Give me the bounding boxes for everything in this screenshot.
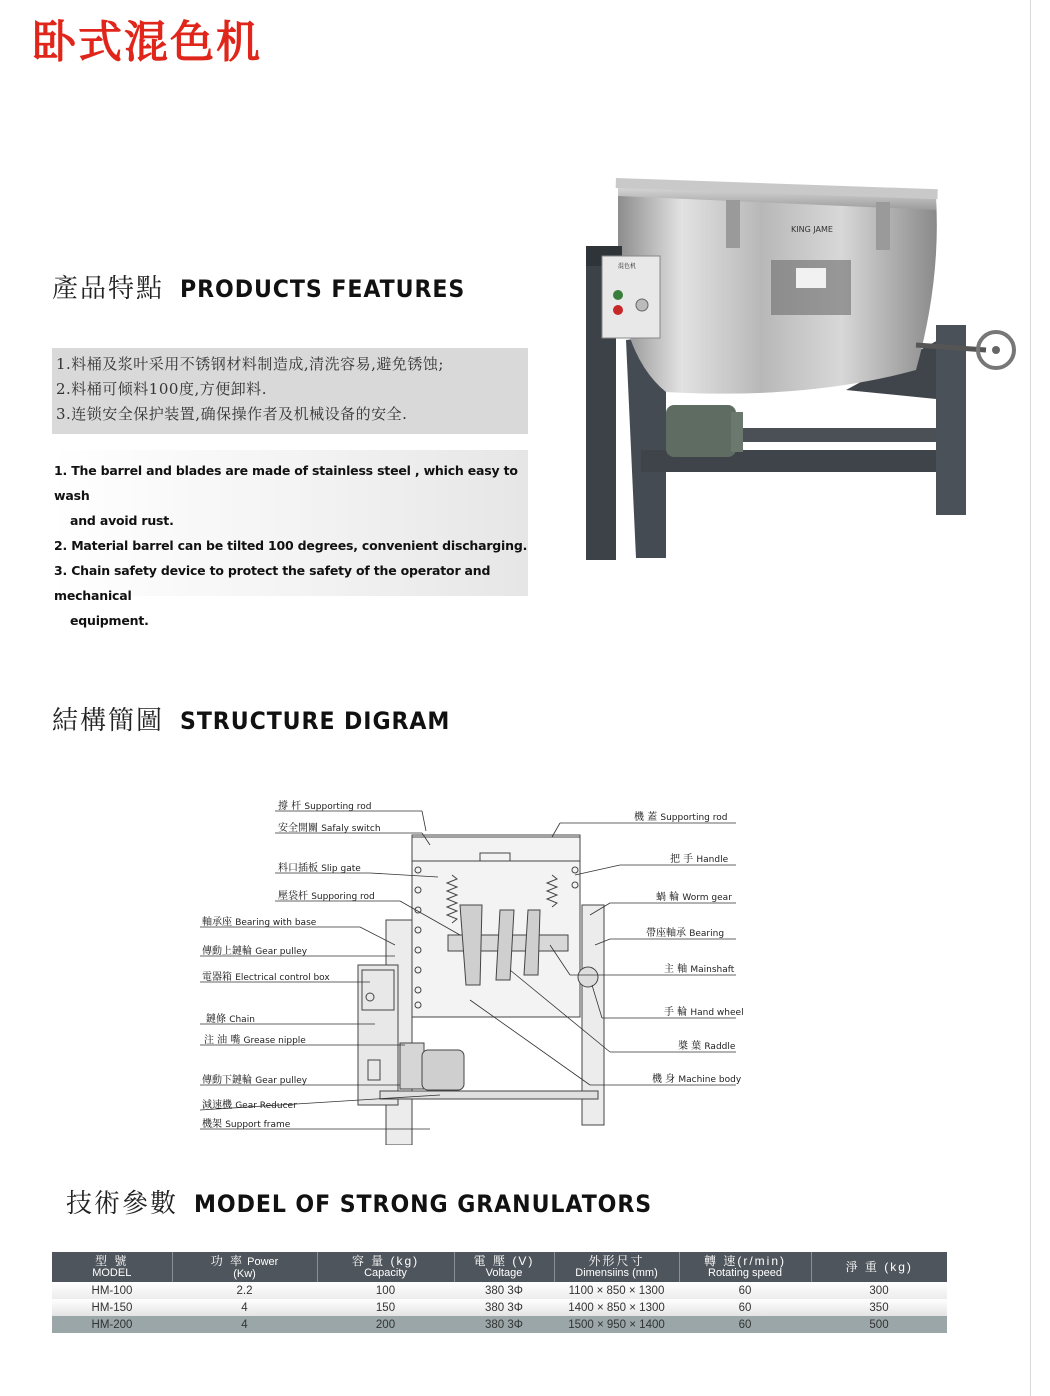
label-en: Hand wheel [690,1008,744,1018]
table-cell: 60 [679,1282,811,1299]
label-zh: 手 輪 [664,1007,688,1018]
label-zh: 料口插板 [278,863,318,874]
feature-zh-line: 1.料桶及浆叶采用不锈钢材料制造成,清洗容易,避免锈蚀; [56,355,444,373]
table-cell: 380 3Φ [454,1282,554,1299]
table-cell: 4 [172,1299,317,1316]
panel-label: 混色机 [618,263,637,270]
table-cell: 380 3Φ [454,1316,554,1333]
table-cell: 300 [811,1282,947,1299]
svg-text:帶座軸承 Bearing [646,926,724,939]
feature-zh-line: 3.连锁安全保护装置,确保操作者及机械设备的安全. [56,405,408,423]
svg-text:傳動上鏈輪 Gear pulley [202,944,308,957]
table-cell: 1500 × 950 × 1400 [554,1316,679,1333]
feature-en-line: 3. Chain safety device to protect the safety of the operator and mechanical [54,563,491,603]
features-zh-box [52,348,528,434]
label-zh: 撐 杆 [278,801,302,812]
label-zh: 注 油 嘴 [204,1035,241,1046]
table-cell: 500 [811,1316,947,1333]
specs-heading-en: MODEL OF STRONG GRANULATORS [194,1190,653,1218]
svg-text:安全開關 Safaly switch [278,821,381,834]
table-cell: 200 [317,1316,454,1333]
label-zh: 傳動下鏈輪 [202,1075,252,1086]
table-header-row [52,1252,947,1282]
feature-en-line: 2. Material barrel can be tilted 100 degrees, convenient discharging. [54,538,528,553]
label-en: Worm gear [682,893,732,903]
column-header: 外形尺寸 Dimensiins (mm) [554,1252,679,1282]
svg-text:傳動下鏈輪 Gear pulley [202,1073,308,1086]
svg-text:料口插板 Slip gate [278,861,361,874]
table-cell: 1400 × 850 × 1300 [554,1299,679,1316]
label-zh: 蝸 輪 [656,892,680,903]
table-cell: 60 [679,1299,811,1316]
label-zh: 安全開關 [278,823,318,834]
svg-text:軸承座 Bearing with base [202,915,317,928]
specs-table [52,1252,947,1333]
svg-text:鏈條 Chain [206,1012,255,1025]
page-edge-line [1030,0,1031,1396]
label-zh: 機架 [202,1119,222,1130]
label-zh: 槳 葉 [678,1041,702,1052]
label-en: Handle [696,855,729,865]
table-cell: HM-150 [52,1299,172,1316]
svg-text:主 軸 Mainshaft [664,962,735,975]
svg-text:機 身 Machine body [652,1072,742,1085]
table-cell: 380 3Φ [454,1299,554,1316]
features-en-box [52,450,528,628]
label-en: Supporing rod [311,892,375,902]
feature-en-line: 1. The barrel and blades are made of stainless steel , which easy to wash [54,463,518,503]
structure-heading-en: STRUCTURE DIGRAM [180,707,451,735]
label-zh: 把 手 [670,854,694,865]
table-cell: 100 [317,1282,454,1299]
feature-en-line: equipment. [70,613,149,628]
label-en: Chain [229,1015,255,1025]
label-en: Grease nipple [243,1036,306,1046]
column-header: 容 量 (kg) Capacity [317,1252,454,1282]
table-row [52,1282,947,1299]
label-zh: 軸承座 [202,917,232,928]
label-en: Gear pulley [255,1076,308,1086]
svg-text:機 蓋 Supporting rod [634,810,727,823]
label-en: Supporting rod [660,813,728,823]
label-en: Support frame [225,1120,291,1130]
label-zh: 傳動上鏈輪 [202,946,252,957]
label-en: Slip gate [321,864,361,874]
label-en: Bearing [689,929,725,939]
label-en: Electrical control box [235,973,330,983]
svg-text:把 手 Handle [670,852,729,865]
svg-text:機架 Support frame [202,1117,291,1130]
svg-text:減速機 Gear Reducer [202,1098,297,1111]
label-zh: 電器箱 [202,972,232,983]
label-en: Safaly switch [321,824,381,834]
structure-heading [52,700,474,737]
svg-text:手 輪 Hand wheel [664,1005,744,1018]
label-en: Mainshaft [690,965,735,975]
svg-text:壓袋杆 Supporing rod [278,889,375,902]
svg-text:注 油 嘴 Grease nipple [204,1033,306,1046]
brand-label: KING JAME [791,225,833,234]
svg-text:撐 杆 Supporting rod [278,799,371,812]
table-cell: 4 [172,1316,317,1333]
feature-en-line: and avoid rust. [70,513,174,528]
features-heading-zh: 產品特點 [52,274,165,304]
svg-text:槳 葉 Raddle [678,1039,736,1052]
table-cell: HM-100 [52,1282,172,1299]
label-en: Supporting rod [304,802,372,812]
table-row [52,1299,947,1316]
specs-heading [66,1183,692,1220]
specs-heading-zh: 技術參數 [66,1189,179,1219]
table-cell: 60 [679,1316,811,1333]
label-zh: 帶座軸承 [646,928,686,939]
column-header: 功 率 Power (Kw) [172,1252,317,1282]
label-zh: 鏈條 [206,1014,226,1025]
label-zh: 減速機 [202,1100,232,1111]
label-en: Machine body [678,1075,742,1085]
mixer-machine-photo [556,160,1026,560]
table-cell: 350 [811,1299,947,1316]
label-en: Raddle [704,1042,736,1052]
label-zh: 壓袋杆 [278,891,308,902]
features-heading [52,268,490,305]
column-header: 轉 速(r/min) Rotating speed [679,1252,811,1282]
structure-diagram [190,795,770,1145]
table-cell: 150 [317,1299,454,1316]
column-header: 淨 重 (kg) [811,1252,947,1282]
table-cell: 1100 × 850 × 1300 [554,1282,679,1299]
table-row [52,1316,947,1333]
features-heading-en: PRODUCTS FEATURES [180,275,466,303]
structure-heading-zh: 結構簡圖 [52,706,165,736]
feature-zh-line: 2.料桶可倾料100度,方便卸料. [56,380,267,398]
label-en: Gear pulley [255,947,308,957]
label-en: Bearing with base [235,918,317,928]
column-header: 型 號 MODEL [52,1252,172,1282]
label-zh: 機 身 [652,1074,676,1085]
label-zh: 機 蓋 [634,812,658,823]
svg-text:電器箱 Electrical control box [202,970,330,983]
page-title: 卧式混色机 [32,17,262,68]
table-cell: HM-200 [52,1316,172,1333]
svg-text:蝸 輪 Worm gear [656,890,732,903]
column-header: 電 壓 (V) Voltage [454,1252,554,1282]
table-cell: 2.2 [172,1282,317,1299]
label-en: Gear Reducer [235,1101,297,1111]
label-zh: 主 軸 [664,964,688,975]
